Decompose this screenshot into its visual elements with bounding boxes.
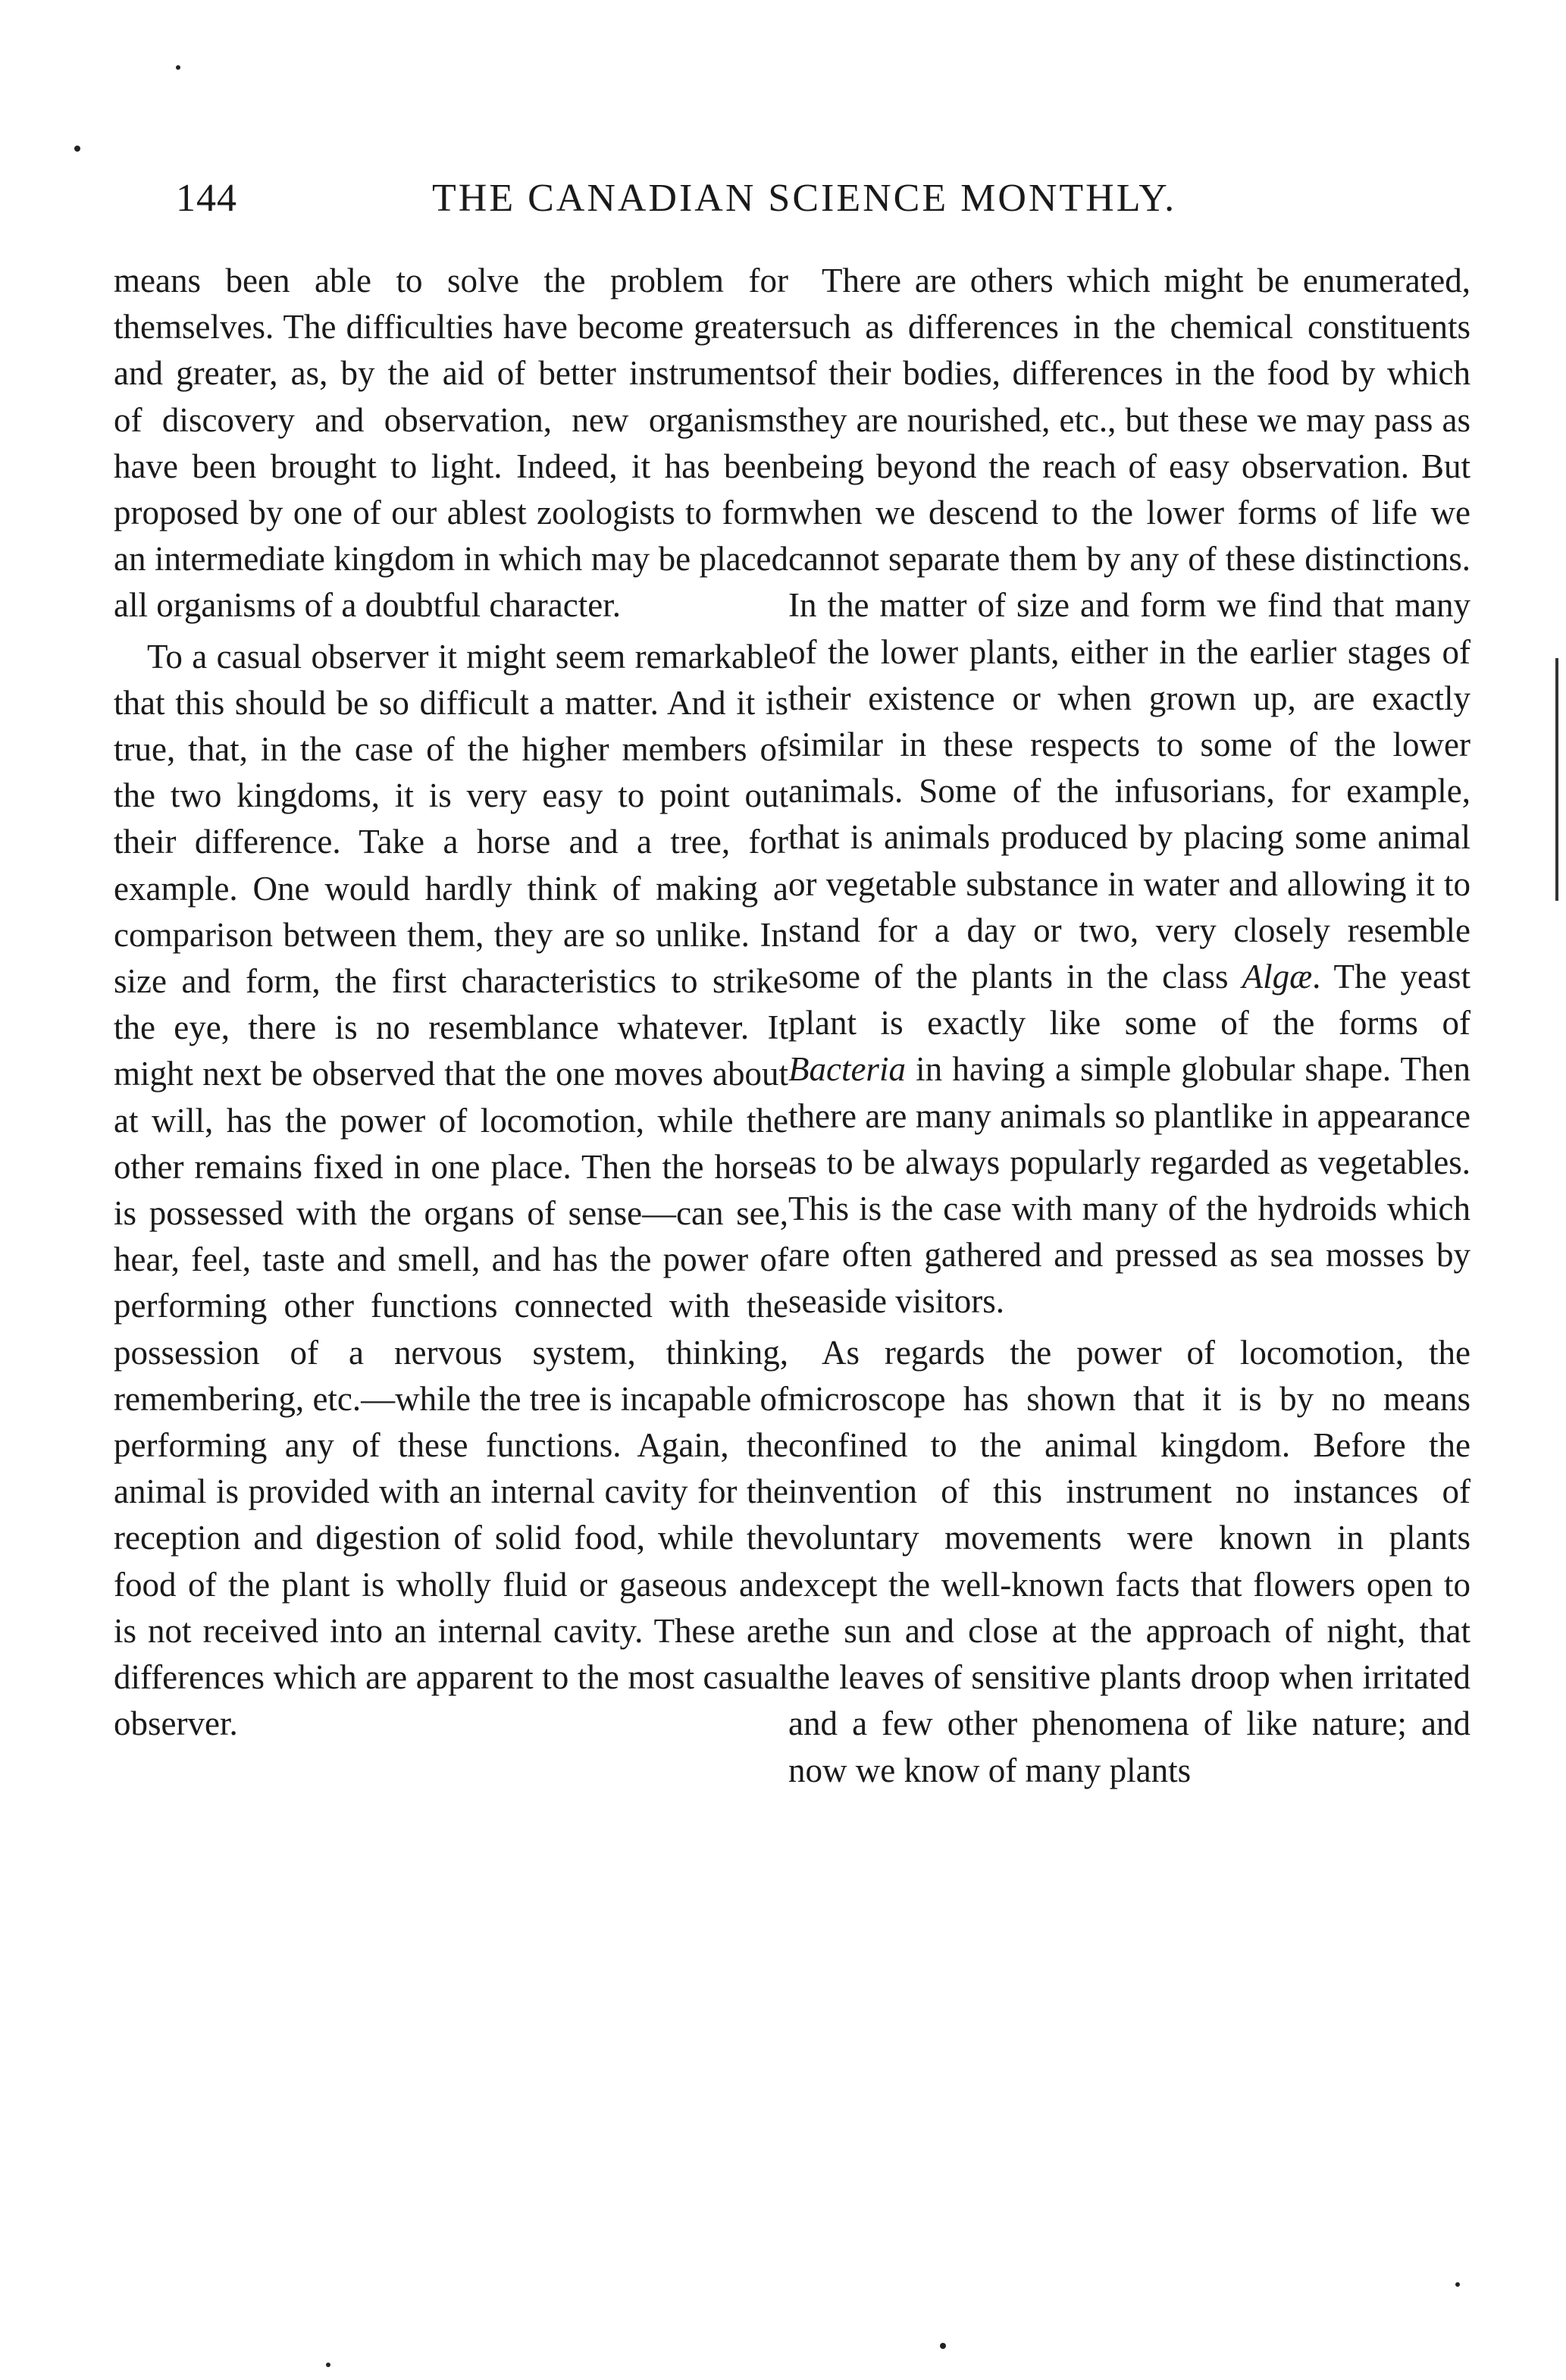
paragraph-casual-observer: To a casual observer it might seem remarkable that this should be so difficult a matter. And it is true, that, in the case of the higher members of the two kingdoms, it is very easy to point out their difference. Take a horse and a tree, for example. One would hardly think of making a comparison between them, they are so unlike. In size and form, the first characteristics to strike the eye, there is no resemblance whatever. It might next be observed that the one moves about at will, has the power of locomotion, while the other remains fixed in one place. Then the horse is possessed with the organs of sense—can see, hear, feel, taste and smell, and has the power of performing other functions connected with the possession of a nervous system, thinking, remembering, etc.—while the tree is incapable of performing any of these functions. Again, the animal is provided with an internal cavity for the reception and digestion of solid food, while the food of the plant is wholly fluid or gaseous and is not received into an internal cavity. These are differences which are apparent to the most casual observer.: [114, 637, 788, 1743]
scan-margin-mark: [1555, 658, 1558, 901]
italic-term-algae: Algæ: [1242, 958, 1313, 996]
scan-speck: [1455, 2282, 1460, 2287]
text-segment: in having a simple globular shape. Then there are many animals so plantlike in appearance as to be always popularly regarded as vegetables. This is the case with many of the hydroids which are often gathered and pressed as sea mosses by seaside visitors.: [788, 1050, 1470, 1321]
text-segment: . The yeast plant is exactly like some of the forms of: [788, 958, 1471, 1043]
scan-speck: [940, 2343, 946, 2349]
page-number: 144: [176, 177, 237, 220]
text-segment: There are others which might be enumerated, such as differences in the chemical constituents of their bodies, differences in the food by which they are nourished, etc., but these we may pass as being beyond the reach of easy observation. But when we descend to the lower forms of life we cannot separate them by any of these distinctions. In the matter of size and form we find that many of the lower plants, either in the earlier stages of their existence or when grown up, are exactly similar in these respects to some of the lower animals. Some of the infusorians, for example, that is animals produced by placing some animal or vegetable substance in water and allowing it to stand for a day or two, very closely resemble some of the plants in the class: [788, 262, 1470, 996]
paragraph-continued: means been able to solve the problem for themselves. The difficulties have become greater and greater, as, by the aid of better instruments of discovery and observation, new organisms have been brought to light. Indeed, it has been proposed by one of our ablest zoologists to form an intermediate kingdom in which may be placed all organisms of a doubtful character.: [114, 262, 788, 625]
scan-speck: [74, 146, 80, 152]
scan-speck: [326, 2363, 330, 2367]
italic-term-bacteria: Bacteria: [788, 1050, 906, 1089]
paragraph-locomotion: As regards the power of locomotion, the microscope has shown that it is by no means confined to the animal kingdom. Before the invention of this instrument no instances of voluntary movements were known in plants except the well-known facts that flowers open to the sun and close at the approach of night, that the leaves of sensitive plants droop when irritated and a few other phenomena of like nature; and now we know of many plants: [788, 1333, 1470, 1789]
running-title: THE CANADIAN SCIENCE MONTHLY.: [432, 177, 1177, 220]
left-column: [114, 258, 788, 1748]
scan-speck: [176, 65, 180, 70]
right-column: [788, 258, 1470, 1794]
page-header: [176, 176, 1252, 229]
paragraph-other-differences: [788, 258, 1470, 1325]
